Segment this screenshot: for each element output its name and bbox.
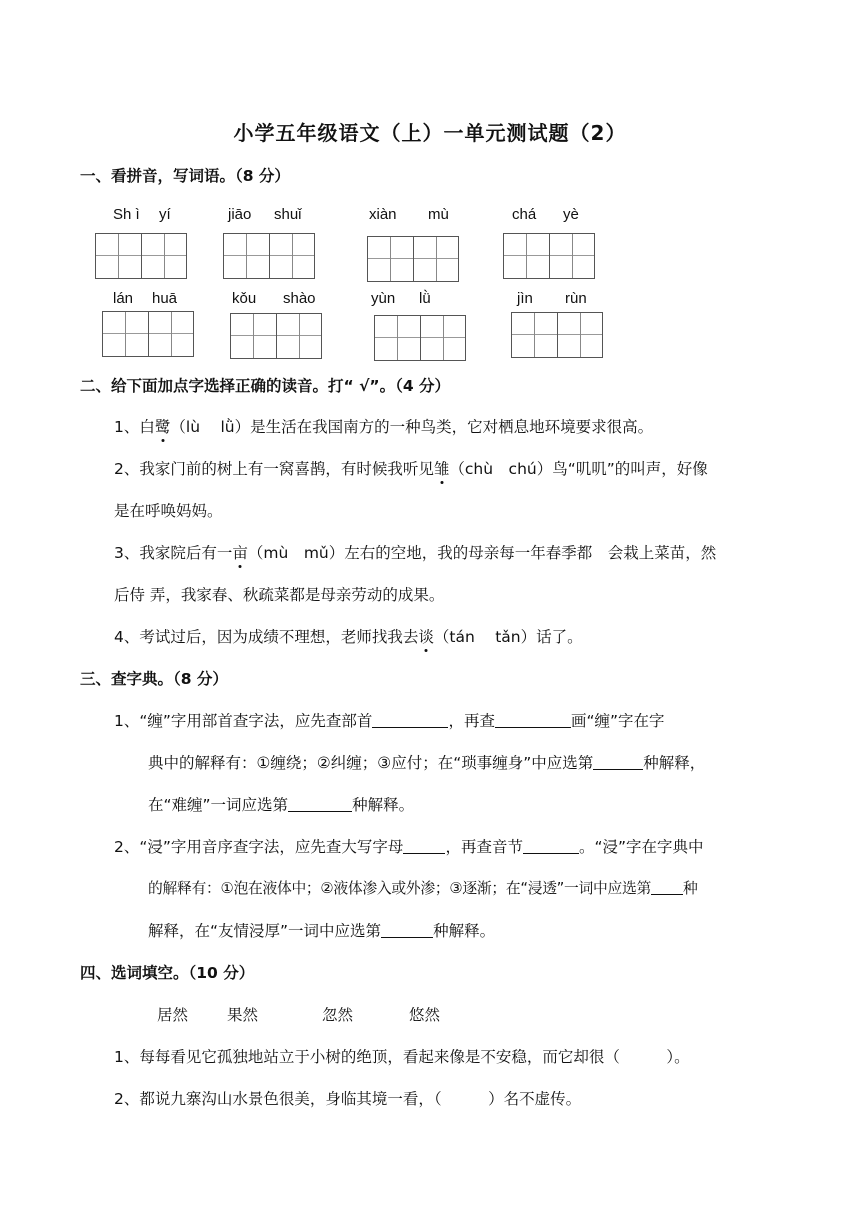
word-option: 悠然 — [409, 1006, 441, 1024]
question-3-2-line-1: 2、“浸”字用音序查字法，应先查大写字母 ，再查音节 。“浸”字在字典中 — [114, 838, 704, 856]
pinyin: shào — [283, 290, 316, 307]
question-4-2: 2、都说九寨沟山水景色很美，身临其境一看，（ ）名不虚传。 — [114, 1090, 582, 1108]
dotted-char: 谈 — [418, 625, 434, 647]
answer-blank[interactable] — [381, 922, 433, 939]
question-3-2-line-3: 解释，在“友情浸厚”一词中应选第 种解释。 — [148, 922, 496, 940]
pinyin: yè — [563, 206, 579, 223]
question-2-3-cont: 后侍 弄，我家春、秋疏菜都是母亲劳动的成果。 — [114, 586, 445, 604]
answer-blank[interactable] — [403, 838, 445, 855]
pinyin: chá — [512, 206, 537, 223]
pinyin-row-2 — [0, 290, 860, 310]
answer-blank[interactable] — [372, 712, 448, 729]
answer-blank[interactable] — [651, 879, 683, 895]
pinyin: xiàn — [369, 206, 397, 223]
answer-blank[interactable] — [593, 754, 643, 771]
pinyin: rùn — [565, 290, 587, 307]
pinyin: lǜ — [419, 290, 431, 307]
dotted-char: 雏 — [434, 457, 450, 479]
writing-grid[interactable] — [102, 311, 194, 357]
pinyin: jìn — [517, 290, 533, 307]
answer-blank[interactable] — [523, 838, 579, 855]
pinyin: Sh ì — [113, 206, 140, 223]
writing-grid[interactable] — [374, 315, 466, 361]
dotted-char: 亩 — [232, 541, 248, 563]
question-2-2: 2、我家门前的树上有一窝喜鹊，有时候我听见雏（chù chú）鸟“叽叽”的叫声，好像 — [114, 457, 708, 479]
writing-grid[interactable] — [367, 236, 459, 282]
word-bank — [0, 1003, 860, 1025]
writing-grid[interactable] — [230, 313, 322, 359]
answer-blank[interactable] — [495, 712, 571, 729]
writing-grid[interactable] — [223, 233, 315, 279]
question-2-3: 3、我家院后有一亩（mù mǔ）左右的空地，我的母亲每一年春季都 会栽上菜苗，然 — [114, 541, 716, 563]
question-2-4: 4、考试过后，因为成绩不理想，老师找我去谈（tán tǎn）话了。 — [114, 625, 583, 647]
word-option: 忽然 — [322, 1006, 354, 1024]
question-3-1-line-1: 1、“缠”字用部首查字法，应先查部首 ，再查 画“缠”字在字 — [114, 712, 665, 730]
section-4-heading: 四、选词填空。（10 分） — [80, 964, 255, 982]
question-4-1: 1、每每看见它孤独地站立于小树的绝顶，看起来像是不安稳，而它却很（ ）。 — [114, 1048, 690, 1066]
answer-blank[interactable] — [288, 796, 352, 813]
writing-grid[interactable] — [503, 233, 595, 279]
dotted-char: 鹭 — [155, 415, 171, 437]
question-3-1-line-2: 典中的解释有：①缠绕；②纠缠；③应付；在“琐事缠身”中应选第 种解释， — [148, 754, 706, 772]
section-2-heading: 二、给下面加点字选择正确的读音。打“ √”。（4 分） — [80, 377, 451, 395]
page-title: 小学五年级语文（上）一单元测试题（2） — [233, 121, 627, 145]
word-option: 果然 — [227, 1006, 259, 1024]
question-2-2-cont: 是在呼唤妈妈。 — [114, 502, 223, 520]
pinyin: shuǐ — [274, 206, 302, 223]
pinyin: yí — [159, 206, 171, 223]
section-1-heading: 一、看拼音，写词语。（8 分） — [80, 167, 290, 185]
question-2-1: 1、白鹭（lù lǜ）是生活在我国南方的一种鸟类，它对栖息地环境要求很高。 — [114, 415, 653, 437]
pinyin-row-1 — [0, 206, 860, 226]
word-option: 居然 — [157, 1006, 189, 1024]
writing-grid[interactable] — [95, 233, 187, 279]
pinyin: kǒu — [232, 290, 257, 307]
section-3-heading: 三、查字典。（8 分） — [80, 670, 228, 688]
pinyin: lán — [113, 290, 134, 307]
pinyin: jiāo — [228, 206, 252, 223]
writing-grid[interactable] — [511, 312, 603, 358]
question-3-1-line-3: 在“难缠”一词应选第 种解释。 — [148, 796, 415, 814]
pinyin: huā — [152, 290, 178, 307]
pinyin: yùn — [371, 290, 396, 307]
pinyin: mù — [428, 206, 449, 223]
question-3-2-line-2: 的解释有：①泡在液体中；②液体渗入或外渗；③逐渐；在“浸透”一词中应选第 种 — [148, 880, 698, 897]
